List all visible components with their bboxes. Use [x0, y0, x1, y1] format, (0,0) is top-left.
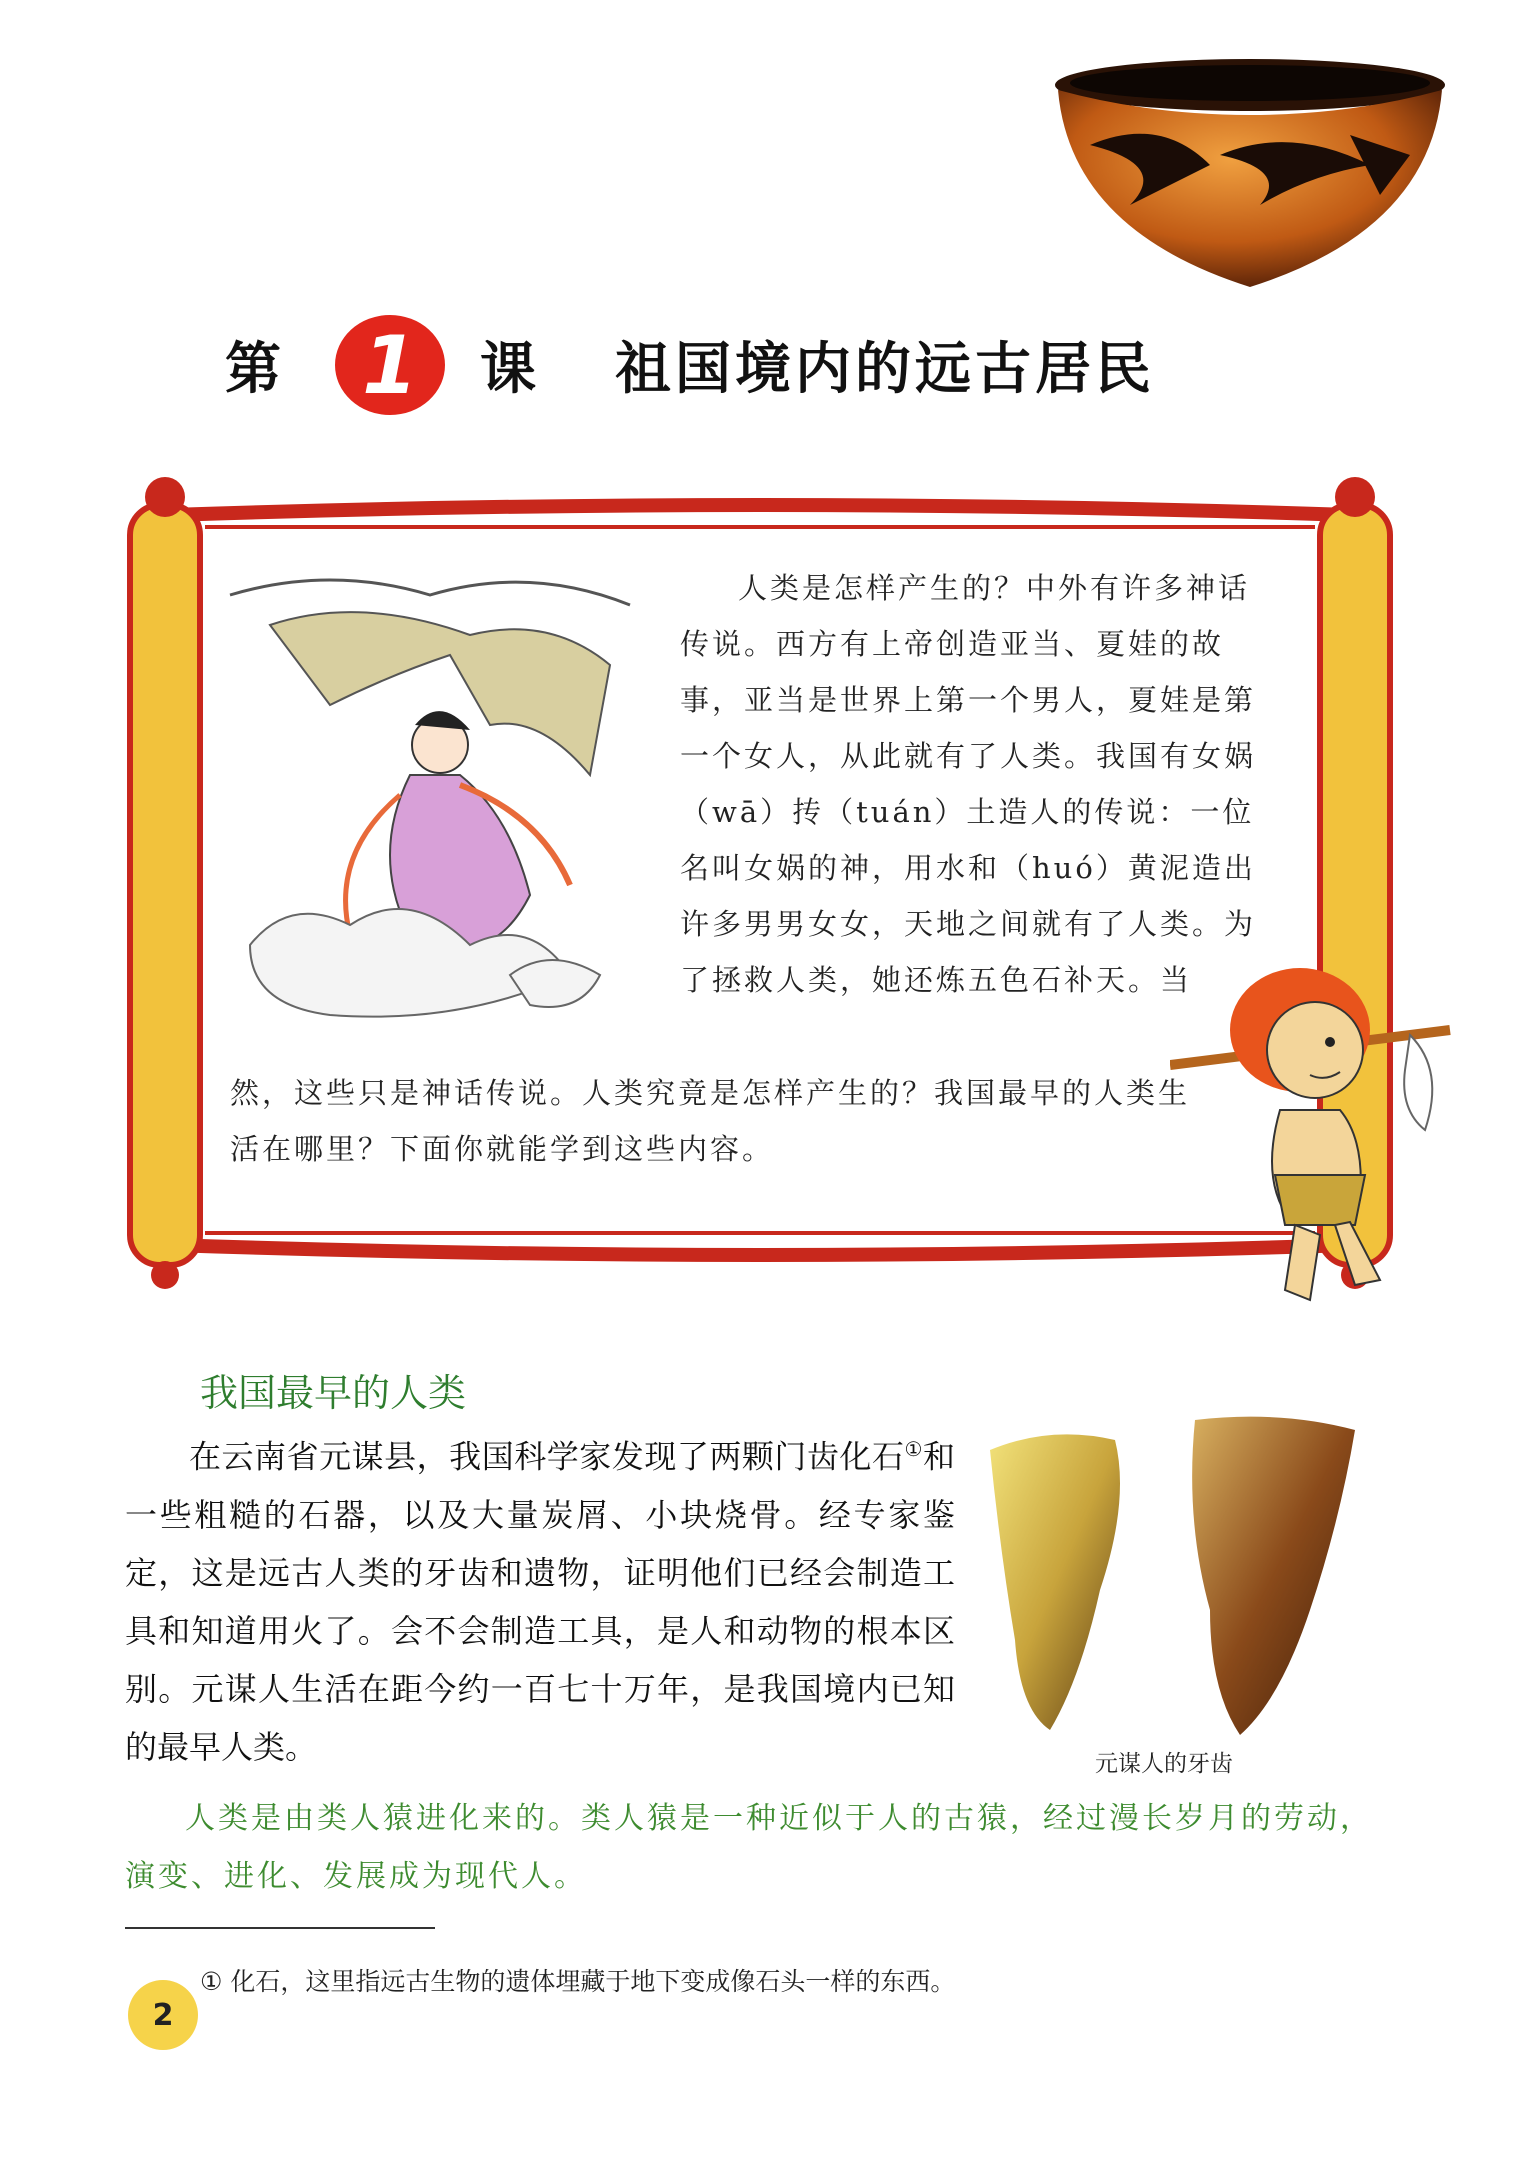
section-heading: 我国最早的人类	[200, 1371, 467, 1415]
nuwa-illustration	[210, 555, 650, 1035]
lesson-title	[225, 315, 1325, 415]
footnote-mark: ①	[904, 1437, 923, 1461]
page-number: 2	[128, 1980, 198, 2050]
lesson-number-badge	[335, 315, 445, 415]
caveboy-illustration	[1170, 960, 1470, 1320]
intro-paragraph: 人类是怎样产生的？中外有许多神话传说。西方有上帝创造亚当、夏娃的故事，亚当是世界上第一个男人，夏娃是第一个女人，从此就有了人类。我国有女娲（wā）抟（tuán）土造人的传说：一位名叫女娲的神，用水和（huó）黄泥造出许多男男女女，天地之间就有了人类。为了拯救人类，她还炼五色石补天。当	[680, 571, 1257, 997]
green-summary-text: 人类是由类人猿进化来的。类人猿是一种近似于人的古猿，经过漫长岁月的劳动，演变、进化、发展成为现代人。	[125, 1801, 1373, 1894]
body-after-note: 和一些粗糙的石器，以及大量炭屑、小块烧骨。经专家鉴定，这是远古人类的牙齿和遗物，证明他们已经会制造工具和知道用火了。会不会制造工具，是人和动物的根本区别。元谋人生活在距今约一百七十万年，是我国境内已知的最早人类。	[125, 1437, 955, 1766]
title-suffix: 课	[480, 337, 540, 402]
lesson-number: 1	[362, 318, 418, 412]
teeth-caption: 元谋人的牙齿	[1095, 1751, 1233, 1777]
yuanmou-teeth-image	[980, 1410, 1370, 1740]
painted-pottery-bowl-image	[1050, 55, 1450, 295]
intro-text	[680, 560, 1280, 1008]
section-body	[125, 1420, 955, 1776]
title-prefix: 第	[225, 337, 285, 402]
intro-tail-text: 然，这些只是神话传说。人类究竟是怎样产生的？我国最早的人类生活在哪里？下面你就能学到这些内容。	[230, 1076, 1191, 1166]
section-paragraph	[125, 1420, 955, 1776]
footnote: ① 化石，这里指远古生物的遗体埋藏于地下变成像石头一样的东西。	[200, 1967, 956, 1996]
body-before-note: 在云南省元谋县，我国科学家发现了两颗门齿化石	[189, 1437, 905, 1476]
footnote-divider	[125, 1927, 435, 1929]
lesson-name: 祖国境内的远古居民	[615, 337, 1155, 402]
green-summary	[125, 1790, 1385, 1906]
